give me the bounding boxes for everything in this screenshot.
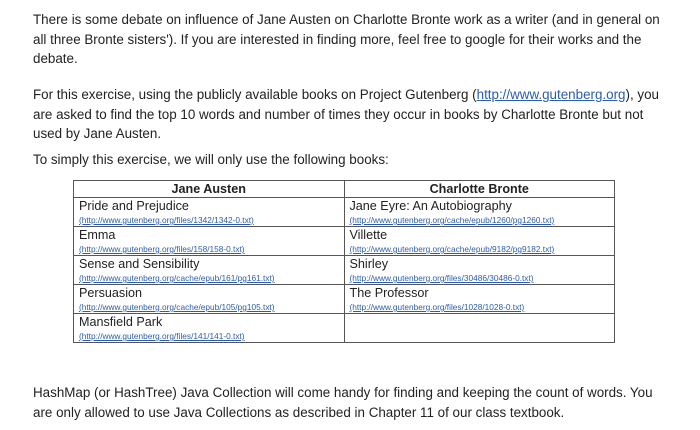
- task-text-after-link: ), you are asked to find the top 10 words and number of times they occur in books by Charlotte Bronte but not used by Jane Austen.: [33, 87, 659, 141]
- book-title: The Professor: [349, 286, 429, 300]
- austen-book-cell: [74, 198, 345, 227]
- book-title: Jane Eyre: An Autobiography: [349, 199, 512, 213]
- book-link[interactable]: (http://www.gutenberg.org/cache/epub/161/pg161.txt): [79, 273, 275, 283]
- book-title: Pride and Prejudice: [79, 199, 189, 213]
- bronte-book-cell: [344, 227, 615, 256]
- book-link[interactable]: (http://www.gutenberg.org/cache/epub/1260/pg1260.txt): [349, 215, 555, 225]
- hashmap-paragraph: HashMap (or HashTree) Java Collection will come handy for finding and keeping the count of words. You are only allowed to use Java Collections as described in Chapter 11 of our class textbook.: [33, 385, 653, 420]
- gutenberg-link[interactable]: http://www.gutenberg.org: [476, 87, 626, 102]
- book-title: Mansfield Park: [79, 315, 163, 329]
- table-row: [74, 285, 615, 314]
- book-title: Sense and Sensibility: [79, 257, 200, 271]
- austen-book-cell: [74, 285, 345, 314]
- book-link[interactable]: (http://www.gutenberg.org/files/158/158-0.txt): [79, 244, 245, 254]
- book-link[interactable]: (http://www.gutenberg.org/files/1028/1028-0.txt): [349, 302, 525, 312]
- austen-book-cell: [74, 314, 345, 343]
- book-link[interactable]: (http://www.gutenberg.org/files/141/141-0.txt): [79, 331, 245, 341]
- book-title: Persuasion: [79, 286, 143, 300]
- header-jane-austen: Jane Austen: [74, 181, 345, 198]
- austen-book-cell: [74, 227, 345, 256]
- task-paragraph: [33, 85, 673, 144]
- book-link[interactable]: (http://www.gutenberg.org/cache/epub/105/pg105.txt): [79, 302, 275, 312]
- book-link[interactable]: (http://www.gutenberg.org/files/30486/30486-0.txt): [349, 273, 534, 283]
- table-row: [74, 227, 615, 256]
- task-text-before-link: For this exercise, using the publicly available books on Project Gutenberg (: [33, 87, 477, 102]
- book-link[interactable]: (http://www.gutenberg.org/files/1342/1342-0.txt): [79, 215, 254, 225]
- table-row: [74, 256, 615, 285]
- books-table: [73, 180, 615, 343]
- bronte-book-cell: [344, 198, 615, 227]
- intro-paragraph: There is some debate on influence of Jane Austen on Charlotte Bronte work as a writer (and in general on all three Bronte sisters'). If you are interested in finding more, feel free to google for their works and the debate.: [33, 12, 660, 66]
- table-row: [74, 314, 615, 343]
- bronte-book-cell: [344, 256, 615, 285]
- simplify-paragraph: To simply this exercise, we will only use the following books:: [33, 152, 389, 167]
- bronte-empty-cell: [344, 314, 615, 343]
- book-title: Villette: [349, 228, 388, 242]
- book-link[interactable]: (http://www.gutenberg.org/cache/epub/9182/pg9182.txt): [349, 244, 555, 254]
- book-title: Emma: [79, 228, 116, 242]
- header-charlotte-bronte: Charlotte Bronte: [344, 181, 615, 198]
- austen-book-cell: [74, 256, 345, 285]
- bronte-book-cell: [344, 285, 615, 314]
- table-row: [74, 198, 615, 227]
- table-header-row: [74, 181, 615, 198]
- book-title: Shirley: [349, 257, 388, 271]
